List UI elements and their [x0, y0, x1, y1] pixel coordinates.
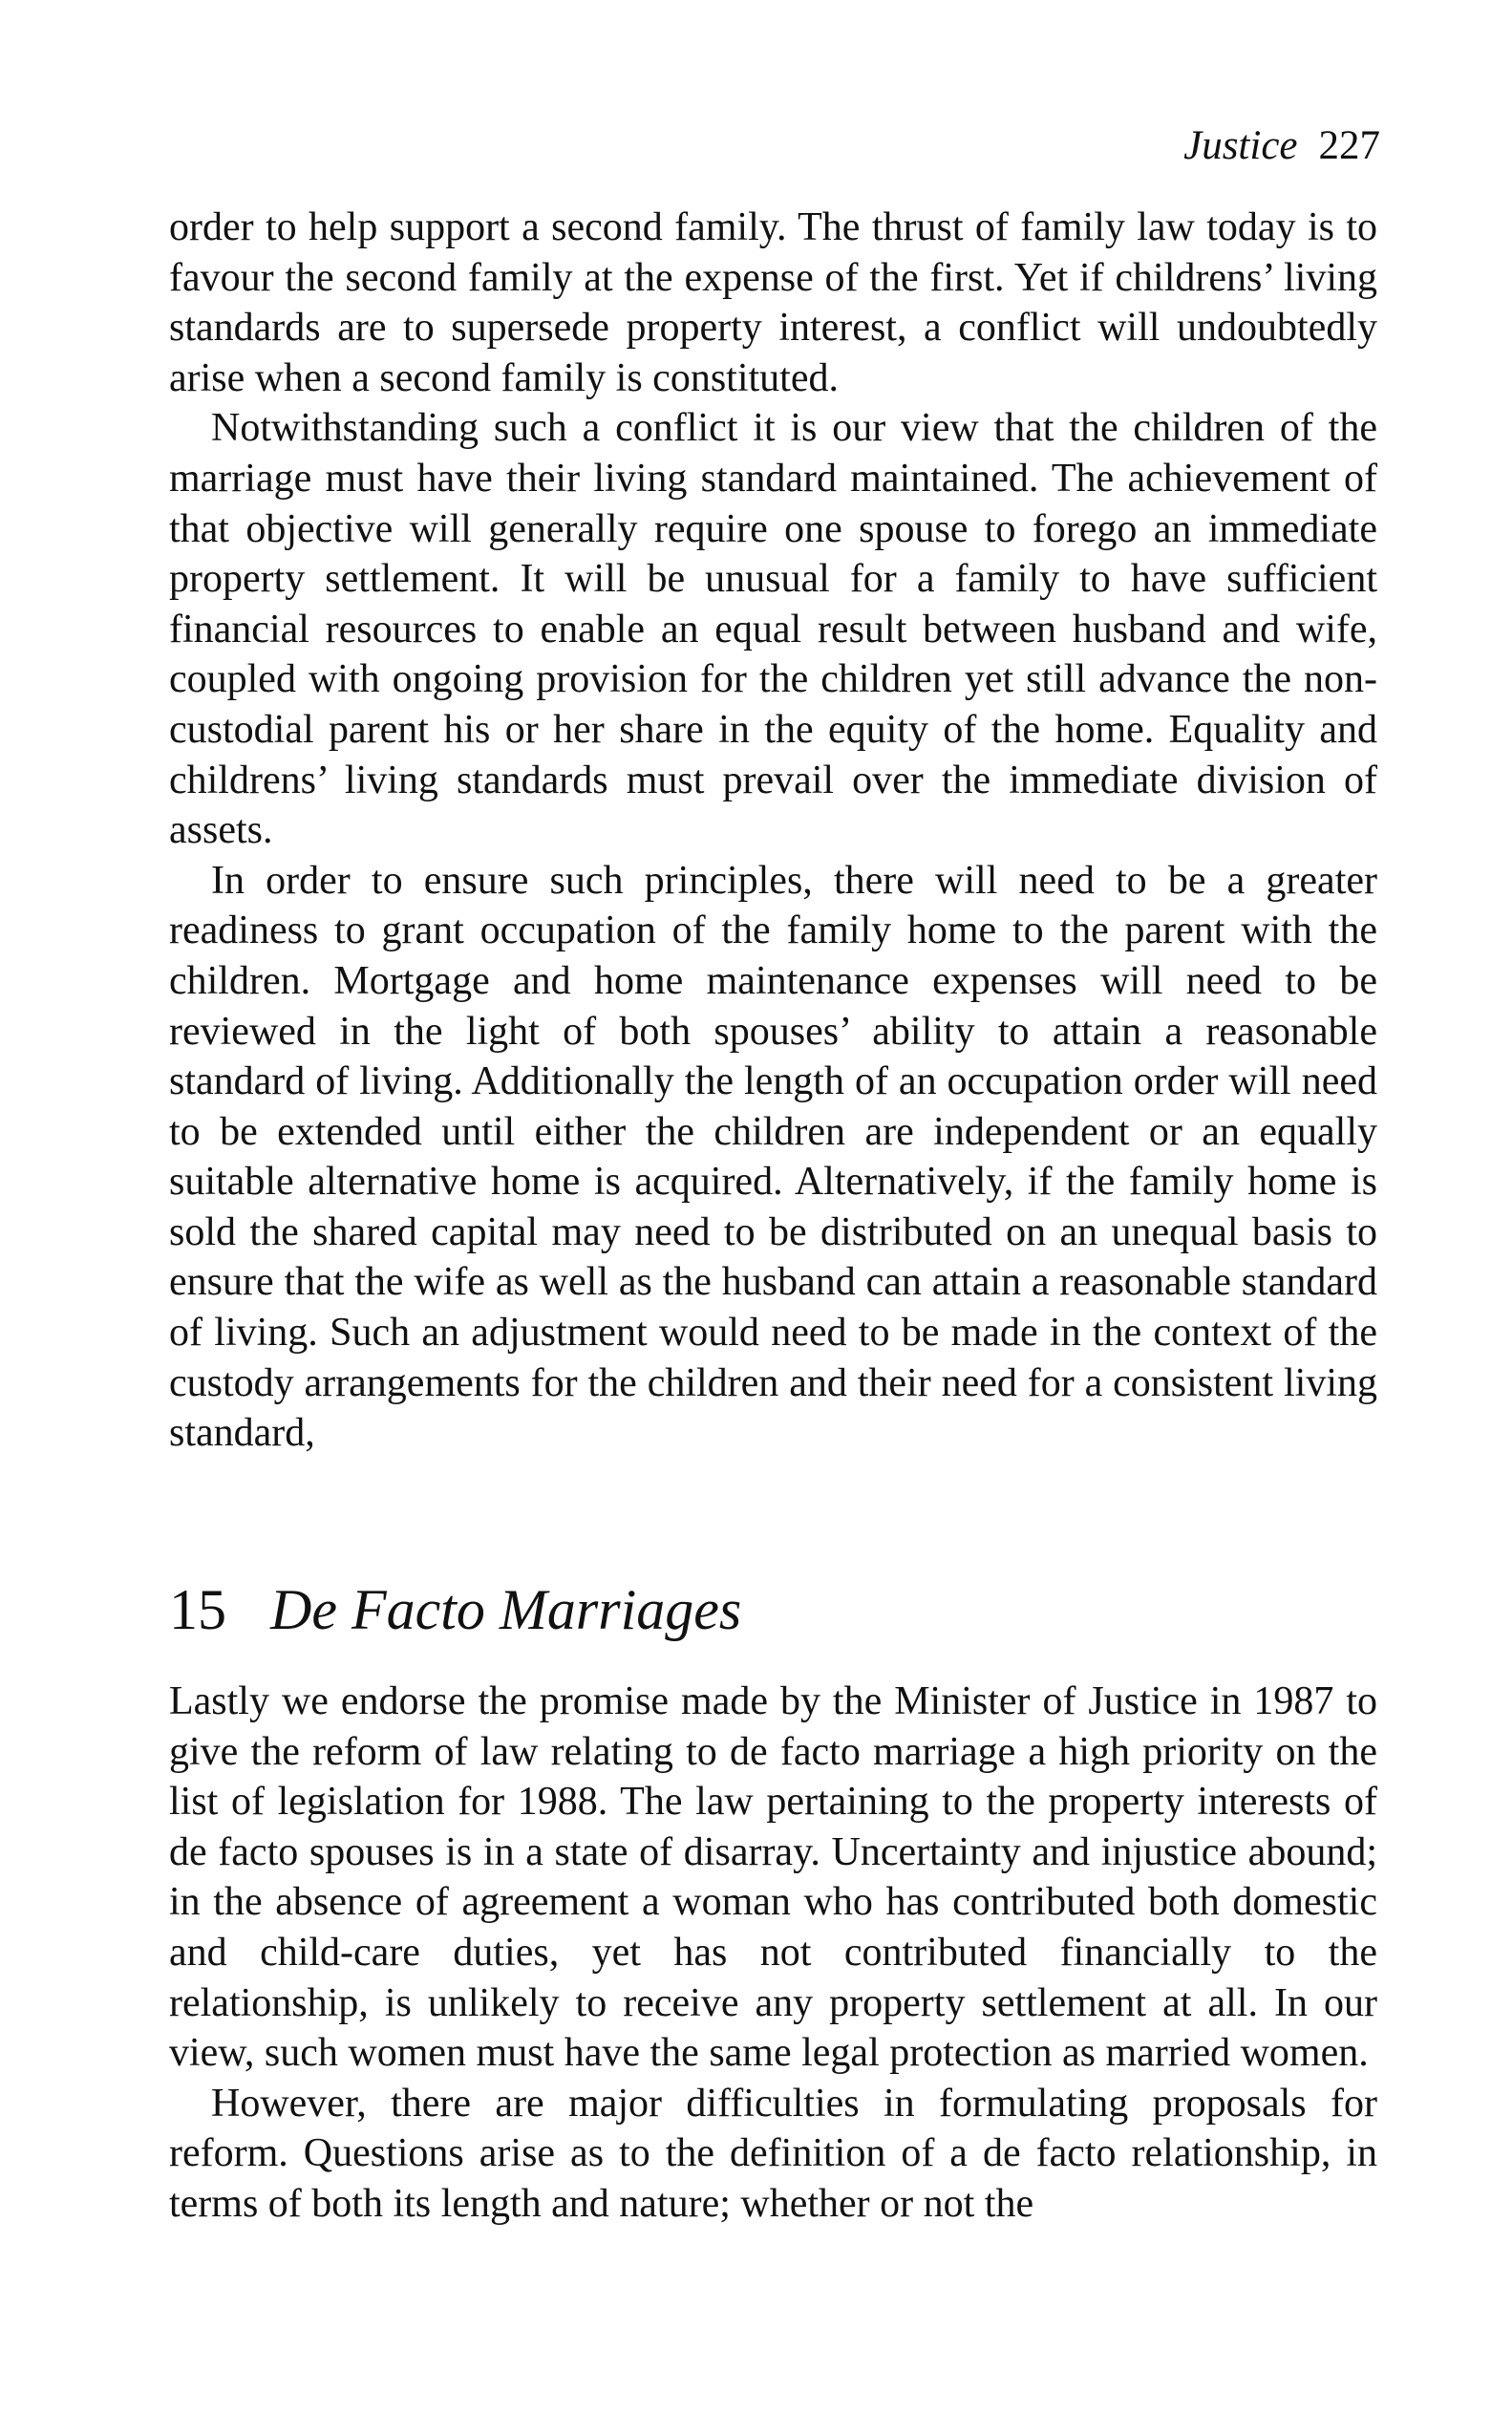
paragraph: In order to ensure such principles, there will need to be a greater readiness to grant occupation of the family home to the parent with the children. Mortgage and home maintenance expenses will need to be reviewed in the light of both spouses’ ability to attain a reasonable standard of living. Additionally the length of an occupation order will need to be extended until either the children are independent or an equally suitable alternative home is acquired. Alternatively, if the family home is sold the shared capital may need to be distributed on an unequal basis to ensure that the wife as well as the husband can attain a reasonable standard of living. Such an adjustment would need to be made in the context of the custody arrangements for the children and their need for a consistent living standard,: [169, 858, 1377, 1456]
section-title: De Facto Marriages: [270, 1578, 742, 1641]
body-text-top: [169, 203, 1377, 1459]
paragraph: However, there are major difficulties in formulating proposals for reform. Questions arise as to the definition of a de facto relationship, in terms of both its length and nature; whether or not the: [169, 2081, 1377, 2226]
paragraph: order to help support a second family. The thrust of family law today is to favour the second family at the expense of the first. Yet if childrens’ living standards are to supersede property interest, a conflict will undoubtedly arise when a second family is constituted.: [169, 205, 1377, 400]
page-number: 227: [1318, 123, 1380, 168]
running-header: [1183, 122, 1380, 170]
paragraph: Notwithstanding such a conflict it is our view that the children of the marriage must have their living standard maintained. The achievement of that objective will generally require one spouse to forego an immediate property settlement. It will be unusual for a family to have sufficient financial resources to enable an equal result between husband and wife, coupled with ongoing provision for the children yet still advance the non-custodial parent his or her share in the equity of the home. Equality and childrens’ living standards must prevail over the immediate division of assets.: [169, 406, 1377, 853]
section-heading: [169, 1576, 741, 1643]
section-number: 15: [169, 1578, 226, 1641]
running-title: Justice: [1183, 123, 1298, 168]
paragraph: Lastly we endorse the promise made by the Minister of Justice in 1987 to give the reform of law relating to de facto marriage a high priority on the list of legislation for 1988. The law pertaining to the property interests of de facto spouses is in a state of disarray. Uncertainty and injustice abound; in the absence of agreement a woman who has contributed both domestic and child-care duties, yet has not contributed financially to the relationship, is unlikely to receive any property settlement at all. In our view, such women must have the same legal protection as married women.: [169, 1679, 1377, 2076]
body-text-section: [169, 1677, 1377, 2230]
